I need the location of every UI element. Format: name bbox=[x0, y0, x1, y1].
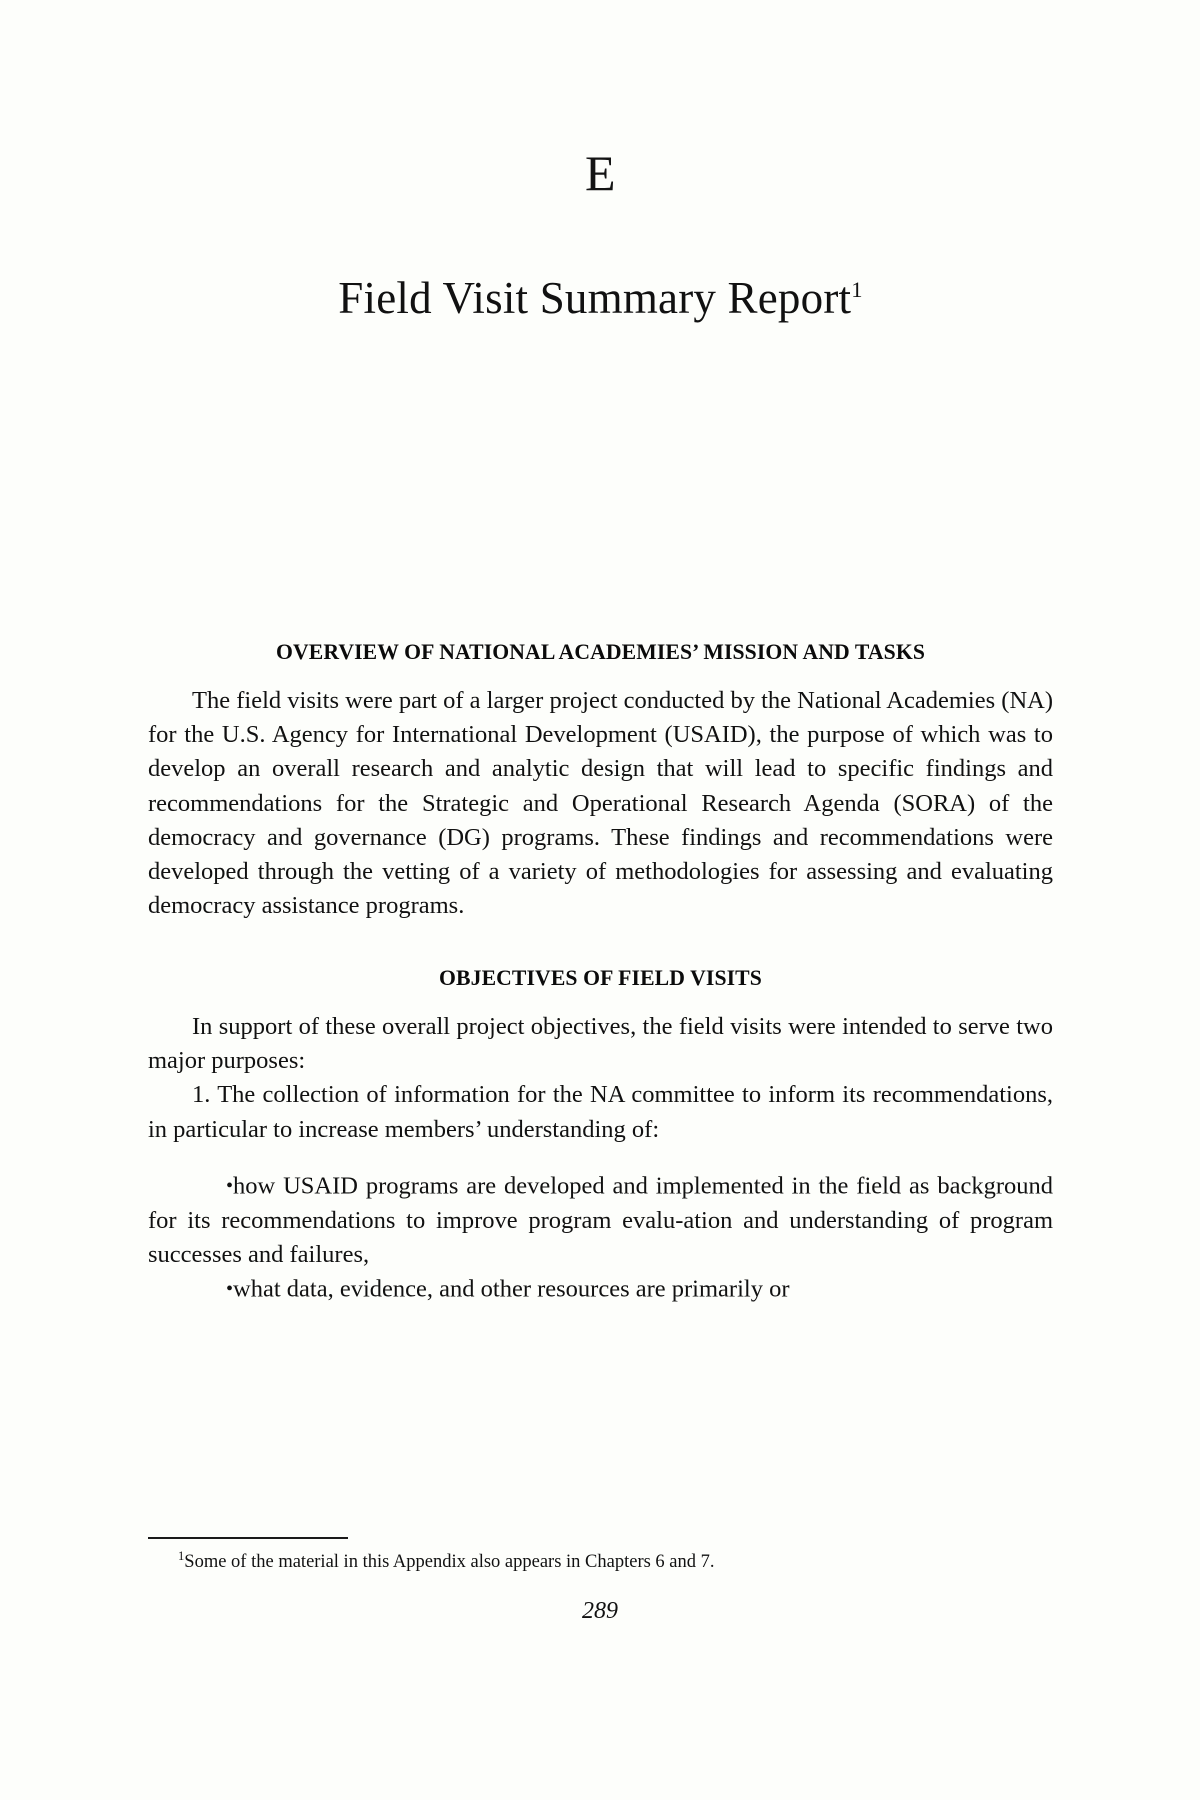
page-content-column bbox=[148, 0, 1053, 1800]
section-heading-overview: OVERVIEW OF NATIONAL ACADEMIES’ MISSION AND TASKS bbox=[275, 639, 926, 665]
bullet-point-icon: • bbox=[226, 1174, 234, 1197]
footnote bbox=[148, 1550, 1053, 1575]
bullet-list bbox=[148, 1169, 1053, 1307]
appendix-letter: E bbox=[584, 145, 617, 201]
page-number: 289 bbox=[582, 1598, 618, 1624]
page-title bbox=[148, 275, 1053, 322]
paragraph-overview-1: The field visits were part of a larger project conducted by the National Academies (NA) for the U.S. Agency for International Development (USAID), the purpose of which was to develop an overall research and analytic design that will lead to specific findings and recommendations for the Strategic and Operational Research Agenda (SORA) of the democracy and governance (DG) programs. These findings and recommendations were developed through the vetting of a variety of methodologies for assessing and evaluating democracy assistance programs. bbox=[148, 686, 1053, 920]
section-heading-objectives: OBJECTIVES OF FIELD VISITS bbox=[439, 965, 762, 991]
footnote-area bbox=[148, 1537, 1053, 1575]
paragraph-objectives-1: In support of these overall project objectives, the field visits were intended to serve two major purposes: bbox=[148, 1013, 1053, 1075]
list-item-text: how USAID programs are developed and implemented in the field as background for its recommendations to improve program evalu-​ation and understanding of program successes and failures, bbox=[148, 1172, 1053, 1268]
paragraph-objectives-2: 1. The collection of information for the NA committee to inform its recommendations, in particular to increase members’ understanding of: bbox=[148, 1081, 1053, 1143]
footnote-marker: 1 bbox=[178, 1548, 185, 1563]
list-item bbox=[148, 1169, 1053, 1272]
list-item bbox=[148, 1272, 1053, 1307]
page-title-text: Field Visit Summary Report bbox=[338, 273, 852, 323]
footnote-text: Some of the material in this Appendix also appears in Chapters 6 and 7. bbox=[184, 1551, 715, 1572]
bullet-point-icon: • bbox=[226, 1278, 234, 1301]
title-footnote-marker: 1 bbox=[851, 277, 863, 302]
footnote-separator-rule bbox=[148, 1537, 348, 1539]
list-item-text: what data, evidence, and other resources are primarily or bbox=[233, 1275, 790, 1303]
